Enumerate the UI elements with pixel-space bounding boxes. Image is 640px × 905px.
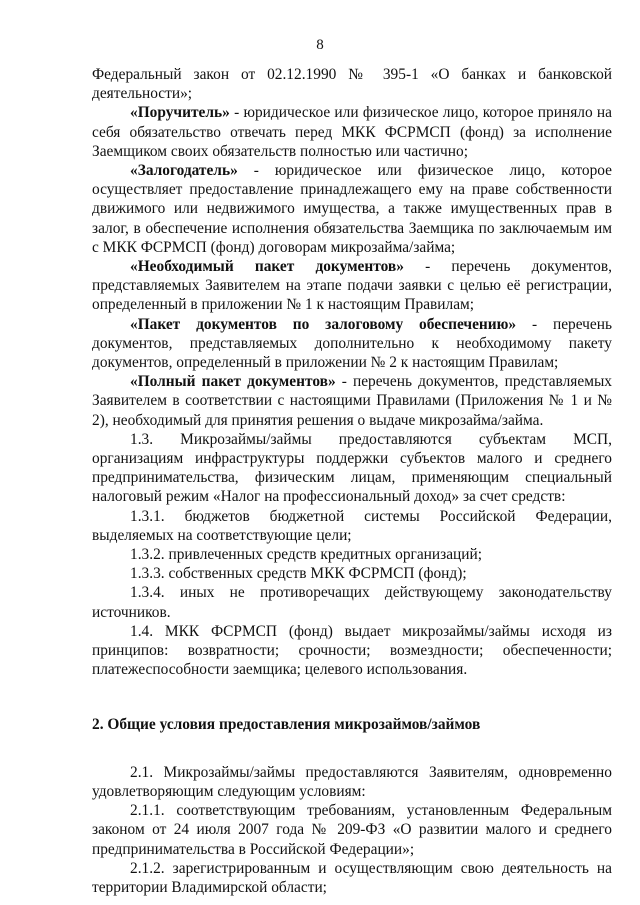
clause-2-1-1: 2.1.1. соответствующим требованиям, установленным Федеральным законом от 24 июля 2007 года № 209-ФЗ «О развитии малого и среднего предпринимательства в Российской Федерации»;: [92, 802, 612, 858]
page-number: 8: [316, 37, 324, 53]
paragraph-law-reference: [92, 65, 612, 103]
definition-text: - перечень документов, представляемых Заявителем на этапе подачи заявки с целью её регистрации, определенный в приложении № 1 к настоящим Правилам;: [92, 258, 612, 314]
clause-1-3-2: 1.3.2. привлеченных средств кредитных организаций;: [130, 546, 483, 564]
defined-term: «Пакет документов по залоговому обеспечению»: [130, 315, 517, 333]
definition-pledger: [92, 161, 612, 257]
defined-term: «Необходимый пакет документов»: [130, 258, 404, 276]
clause-2-1-2: 2.1.2. зарегистрированным и осуществляющим свою деятельность на территории Владимирской области;: [92, 859, 612, 896]
clause-1-3-1: 1.3.1. бюджетов бюджетной системы Российской Федерации, выделяемых на соответствующие цели;: [92, 507, 612, 544]
definition-text: - перечень документов, представляемых Заявителем в соответствии с настоящими Правилами (Приложения № 1 и № 2), необходимый для принятия решения о выдаче микрозайма/займа.: [92, 373, 612, 429]
definition-text: - перечень документов, представляемых дополнительно к необходимому пакету документов, определенный в приложении № 2 к настоящим Правилам;: [92, 315, 612, 372]
defined-term: «Поручитель»: [130, 104, 230, 122]
document-body: [92, 65, 612, 897]
defined-term: «Полный пакет документов»: [130, 373, 336, 391]
paragraph-text: Федеральный закон от 02.12.1990 № 395-1 «О банках и банковской деятельности»;: [92, 66, 612, 103]
definition-guarantor: [92, 103, 612, 161]
definition-text: - юридическое или физическое лицо, которое осуществляет предоставление принадлежащего ему на праве собственности движимого или недвижимого имущества, а также имущественных прав в залог, в обеспечение исполнения обязательства Заемщика по заключаемым им с МКК ФСРМСП (фонд) договорам микрозайма/займа;: [92, 162, 612, 256]
definition-text: - юридическое или физическое лицо, которое приняло на себя обязательство отвечать перед МКК ФСРМСП (фонд) за исполнение Заемщиком своих обязательств полностью или частично;: [92, 104, 612, 160]
definition-full-documents: [92, 372, 612, 430]
clause-1-3: 1.3. Микрозаймы/займы предоставляются субъектам МСП, организациям инфраструктуры поддержки субъектов малого и среднего предпринимательства, физическим лицам, применяющим специальный налоговый режим «Налог на профессиональный доход» за счет средств:: [92, 430, 612, 506]
clause-1-3-4: 1.3.4. иных не противоречащих действующему законодательству источников.: [92, 584, 612, 621]
section-heading: 2. Общие условия предоставления микрозаймов/займов: [92, 715, 481, 733]
clause-2-1: 2.1. Микрозаймы/займы предоставляются Заявителям, одновременно удовлетворяющим следующим условиям:: [92, 763, 612, 800]
definition-required-documents: [92, 257, 612, 315]
defined-term: «Залогодатель»: [130, 162, 238, 180]
definition-collateral-documents: [92, 315, 612, 373]
clause-1-4: 1.4. МКК ФСРМСП (фонд) выдает микрозаймы/займы исходя из принципов: возвратности; срочности; возмездности; обеспеченности; платежеспособности заемщика; целевого использования.: [92, 622, 612, 679]
clause-1-3-3: 1.3.3. собственных средств МКК ФСРМСП (фонд);: [130, 565, 467, 583]
